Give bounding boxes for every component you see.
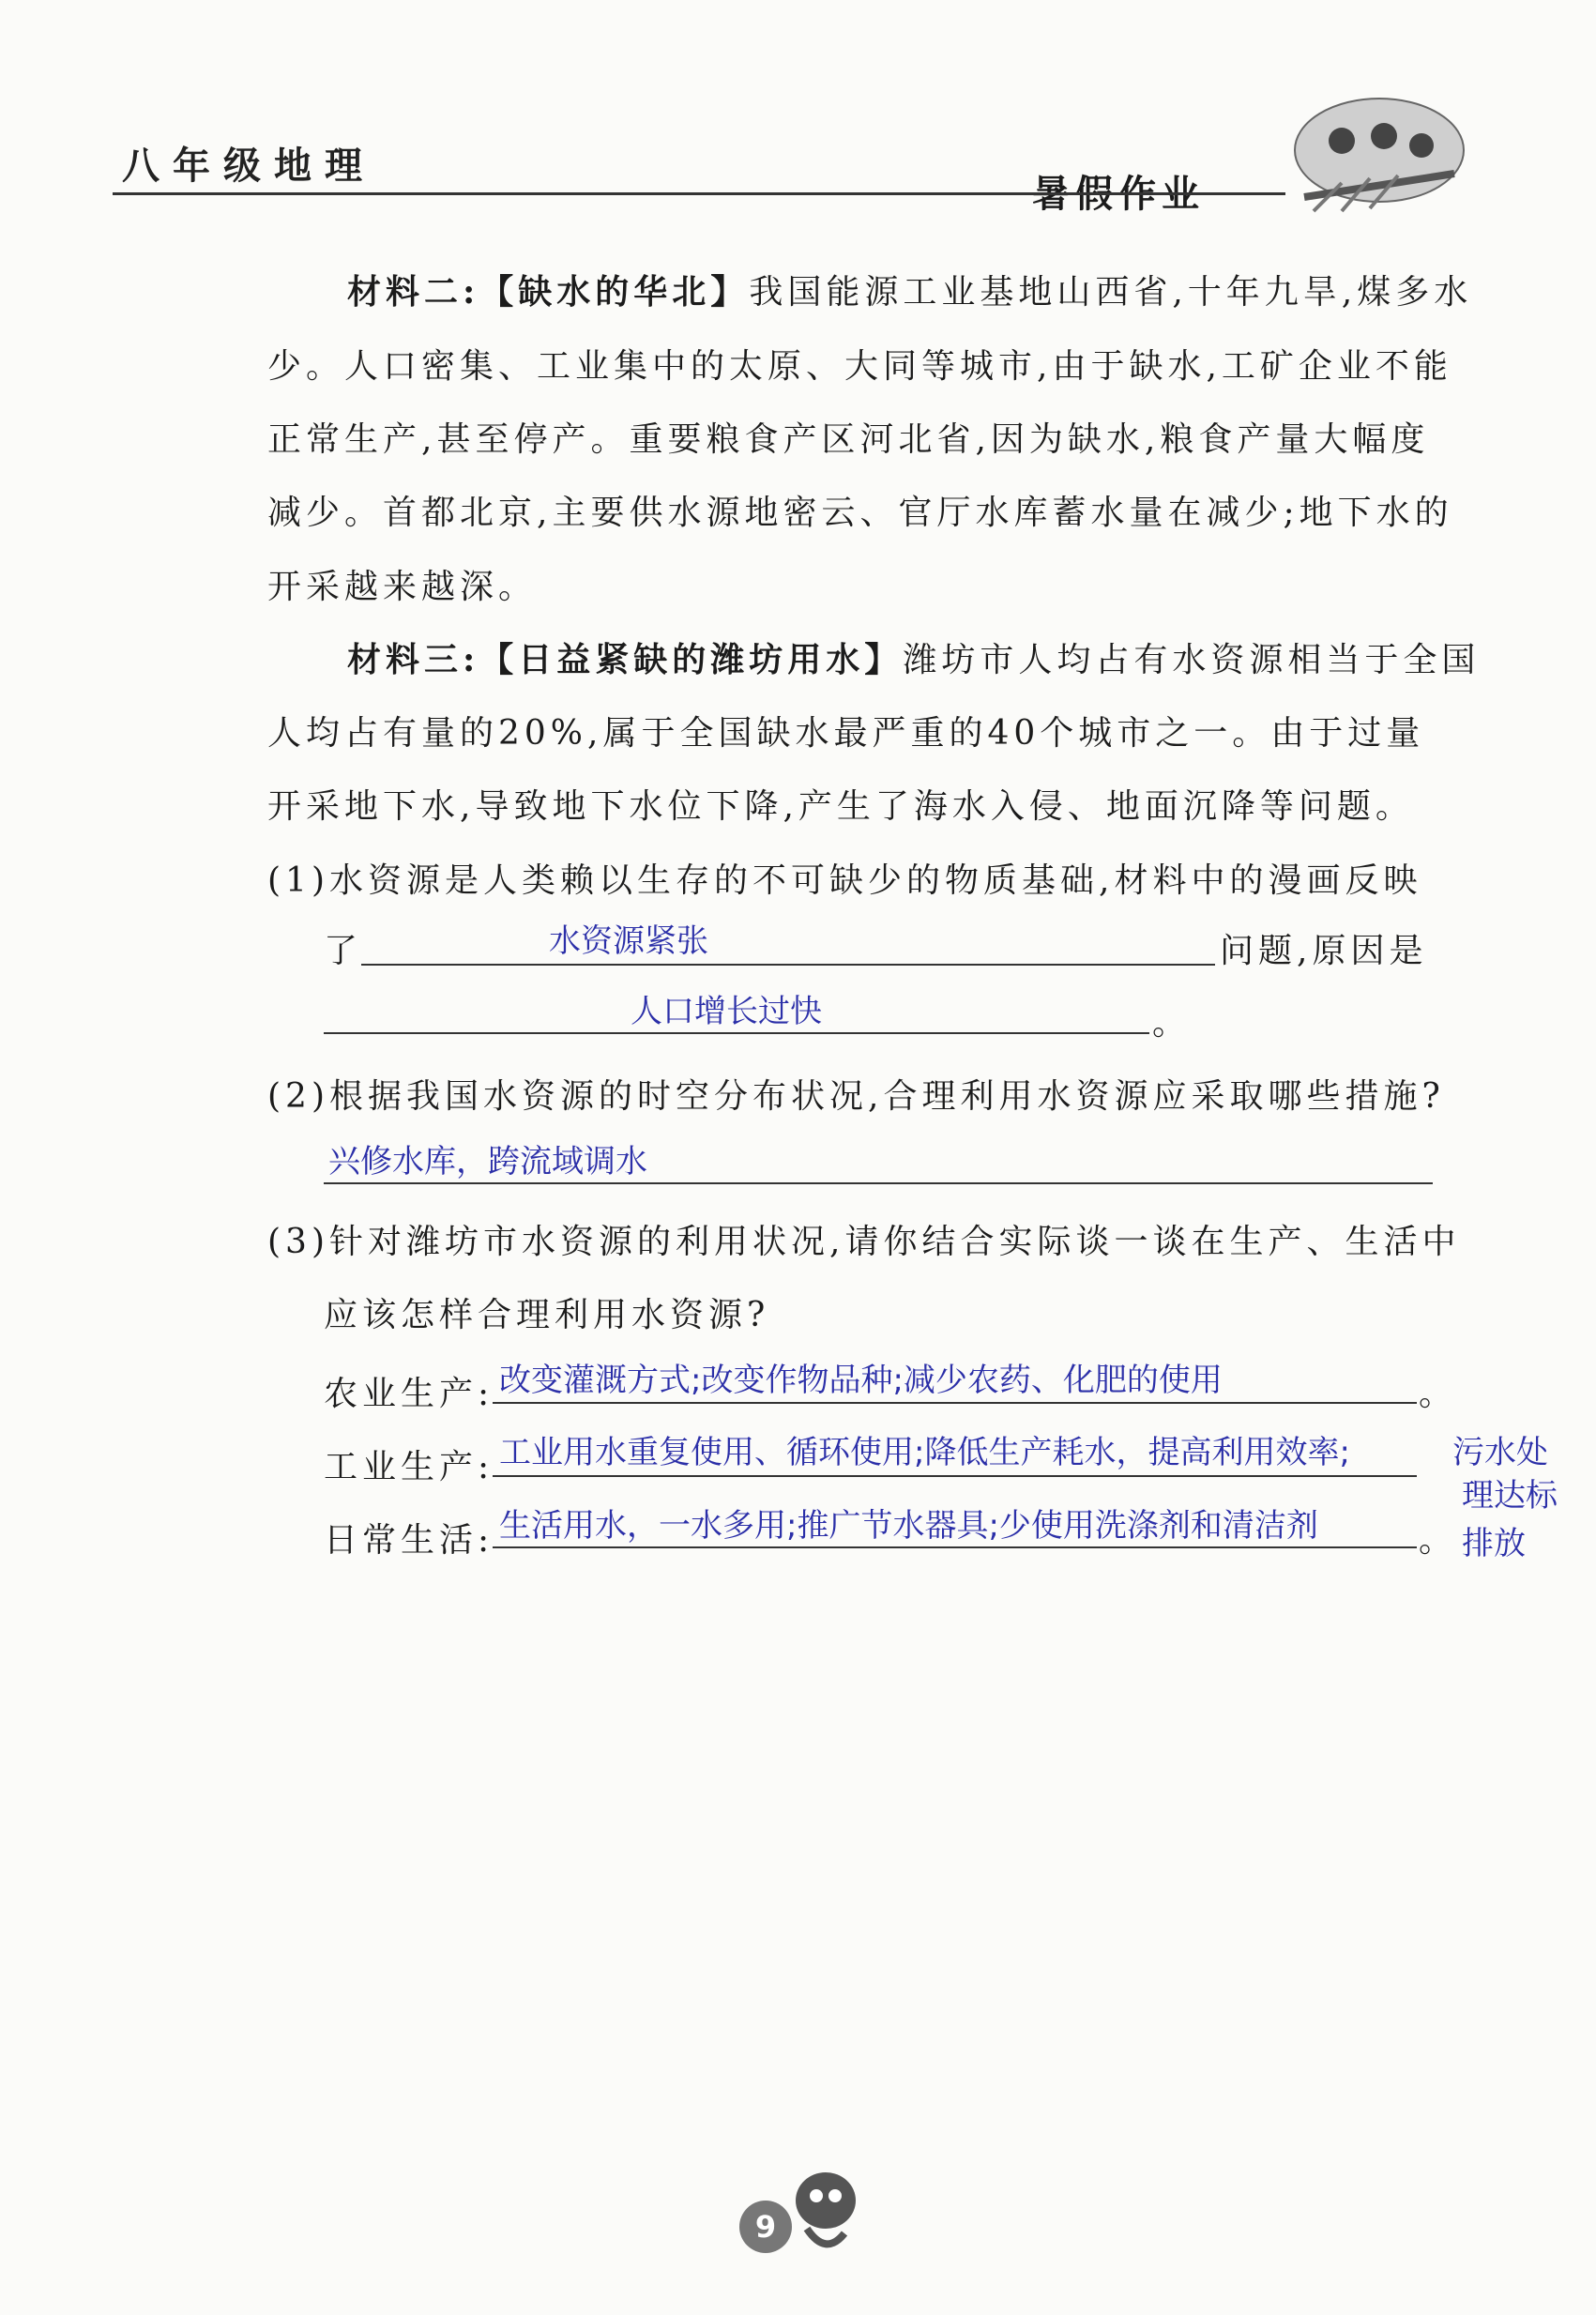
q1-text-c: 问题,原因是 bbox=[1220, 932, 1428, 970]
q1-answer-1: 水资源紧张 bbox=[549, 922, 708, 960]
material2-text: 我国能源工业基地山西省,十年九旱,煤多水 bbox=[749, 273, 1473, 312]
q2-text: (2)根据我国水资源的时空分布状况,合理利用水资源应采取哪些措施? bbox=[267, 1077, 1445, 1116]
material3-text: 潍坊市人均占有水资源相当于全国 bbox=[903, 641, 1481, 679]
material3-line-3: 开采地下水,导致地下水位下降,产生了海水入侵、地面沉降等问题。 bbox=[267, 787, 1414, 826]
material2-label: 材料二: bbox=[347, 272, 480, 312]
q1-text-b: 了 bbox=[324, 932, 363, 970]
agri-period: 。 bbox=[1419, 1375, 1458, 1413]
q2-answer: 兴修水库，跨流域调水 bbox=[328, 1143, 647, 1180]
material2-line-3: 正常生产,甚至停产。重要粮食产区河北省,因为缺水,粮食产量大幅度 bbox=[267, 420, 1430, 459]
material2-line-1 bbox=[347, 266, 1472, 313]
mascot-icon bbox=[788, 2158, 863, 2262]
series-title: 暑假作业 bbox=[1032, 173, 1205, 216]
life-answer: 生活用水，一水多用;推广节水器具;少使用洗涤剂和清洁剂 bbox=[499, 1507, 1318, 1545]
ind-label: 工业生产: bbox=[324, 1448, 494, 1486]
ind-answer-extra-2: 理达标 bbox=[1462, 1477, 1558, 1515]
agri-blank[interactable] bbox=[493, 1402, 1417, 1404]
material2-heading: 【缺水的华北】 bbox=[479, 272, 750, 312]
q3-text-a: (3)针对潍坊市水资源的利用状况,请你结合实际谈一谈在生产、生活中 bbox=[267, 1223, 1461, 1261]
q1-period: 。 bbox=[1152, 1004, 1192, 1043]
life-period: 。 bbox=[1419, 1521, 1458, 1560]
book-title: 八年级地理 bbox=[122, 145, 375, 188]
ind-answer-extra-3: 排放 bbox=[1462, 1525, 1526, 1562]
ind-answer: 工业用水重复使用、循环使用;降低生产耗水，提高利用效率; bbox=[499, 1434, 1350, 1471]
q3-text-b: 应该怎样合理利用水资源? bbox=[324, 1296, 770, 1334]
q1-answer-2: 人口增长过快 bbox=[631, 993, 822, 1030]
material3-line-1 bbox=[347, 633, 1480, 681]
header-divider bbox=[113, 192, 1285, 195]
ind-blank[interactable] bbox=[493, 1475, 1417, 1477]
material3-line-2: 人均占有量的20%,属于全国缺水最严重的40个城市之一。由于过量 bbox=[267, 714, 1425, 753]
material3-label: 材料三: bbox=[347, 640, 480, 679]
page-number: 9 bbox=[739, 2201, 792, 2253]
life-label: 日常生活: bbox=[324, 1521, 494, 1560]
agri-answer: 改变灌溉方式;改变作物品种;减少农药、化肥的使用 bbox=[499, 1362, 1223, 1399]
q2-blank[interactable] bbox=[324, 1182, 1433, 1184]
life-blank[interactable] bbox=[493, 1546, 1417, 1548]
material2-line-5: 开采越来越深。 bbox=[267, 568, 538, 606]
q1-text: (1)水资源是人类赖以生存的不可缺少的物质基础,材料中的漫画反映 bbox=[267, 861, 1422, 900]
material3-heading: 【日益紧缺的潍坊用水】 bbox=[479, 640, 904, 679]
q1-blank-2[interactable] bbox=[324, 1032, 1149, 1034]
material2-line-2: 少。人口密集、工业集中的太原、大同等城市,由于缺水,工矿企业不能 bbox=[267, 347, 1452, 386]
kids-illustration-icon bbox=[1285, 84, 1473, 225]
material2-line-4: 减少。首都北京,主要供水源地密云、官厅水库蓄水量在减少;地下水的 bbox=[267, 494, 1453, 532]
agri-label: 农业生产: bbox=[324, 1375, 494, 1413]
q1-blank-1[interactable] bbox=[361, 964, 1215, 966]
ind-answer-extra-1: 污水处 bbox=[1452, 1434, 1548, 1471]
